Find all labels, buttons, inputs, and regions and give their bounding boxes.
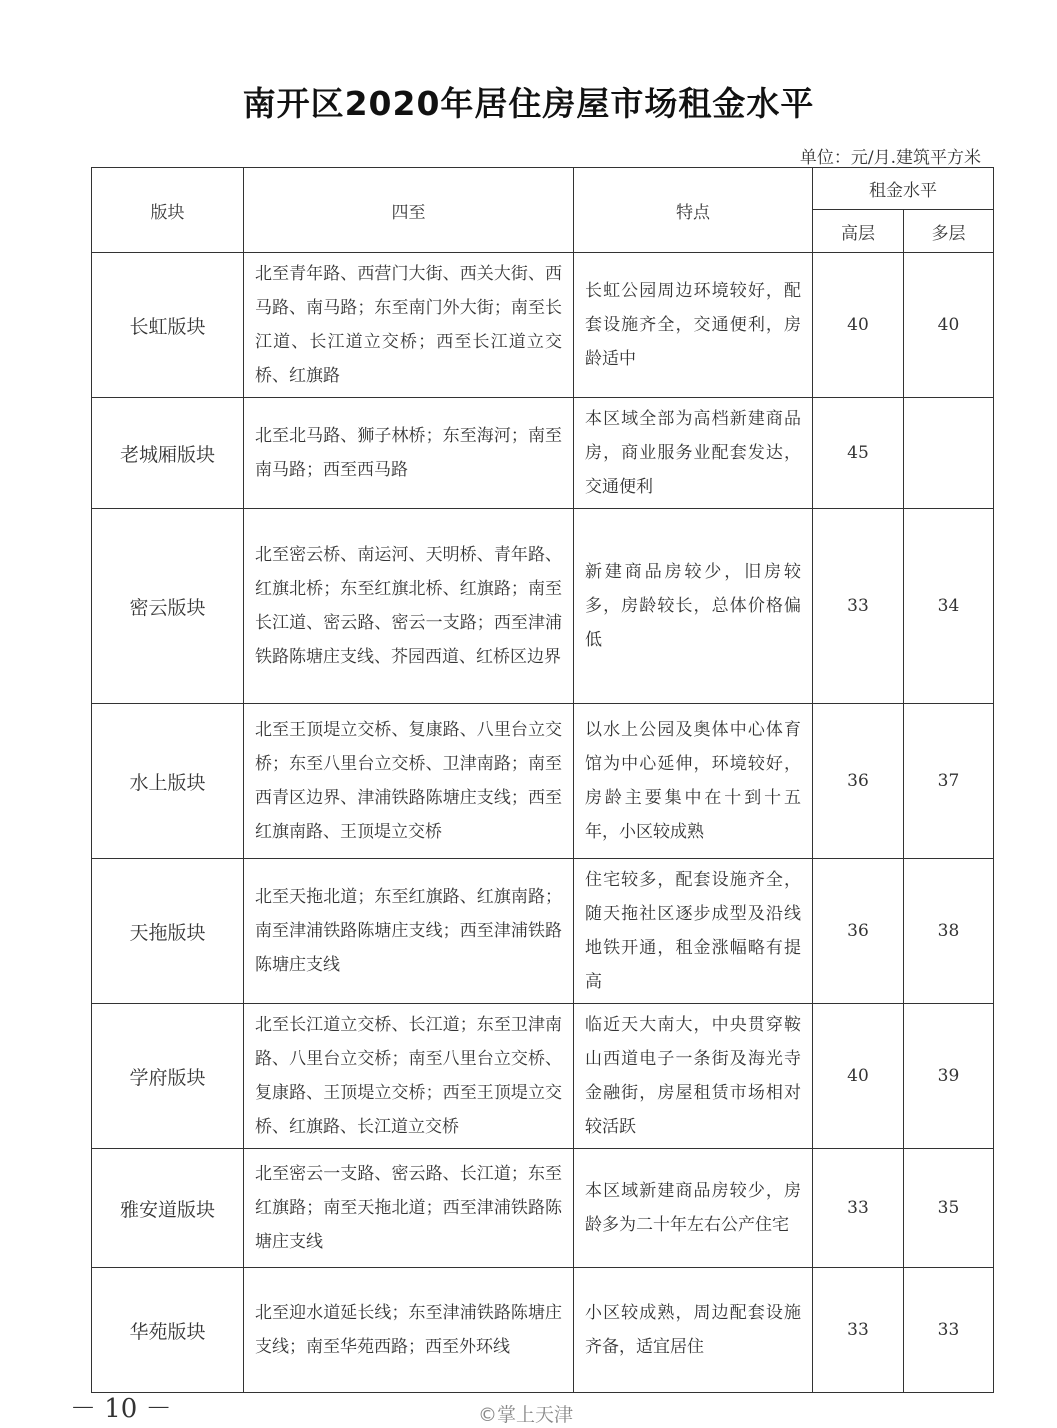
table-row — [92, 509, 994, 704]
cell-features: 本区域全部为高档新建商品房，商业服务业配套发达，交通便利 — [574, 398, 813, 509]
cell-features: 长虹公园周边环境较好，配套设施齐全，交通便利，房龄适中 — [574, 253, 813, 398]
table-row — [92, 1149, 994, 1268]
cell-features: 以水上公园及奥体中心体育馆为中心延伸，环境较好，房龄主要集中在十到十五年，小区较成熟 — [574, 704, 813, 859]
cell-block: 密云版块 — [92, 509, 244, 704]
table-row — [92, 704, 994, 859]
cell-block: 老城厢版块 — [92, 398, 244, 509]
cell-multi-story: 40 — [904, 253, 994, 398]
header-features: 特点 — [574, 168, 813, 253]
cell-high-rise: 40 — [813, 1004, 904, 1149]
cell-high-rise: 40 — [813, 253, 904, 398]
table-row — [92, 253, 994, 398]
cell-block: 雅安道版块 — [92, 1149, 244, 1268]
cell-block: 天拖版块 — [92, 859, 244, 1004]
cell-boundaries: 北至天拖北道；东至红旗路、红旗南路；南至津浦铁路陈塘庄支线；西至津浦铁路陈塘庄支线 — [244, 859, 574, 1004]
cell-boundaries: 北至青年路、西营门大街、西关大街、西马路、南马路；东至南门外大街；南至长江道、长江道立交桥；西至长江道立交桥、红旗路 — [244, 253, 574, 398]
cell-multi-story: 34 — [904, 509, 994, 704]
cell-multi-story: 37 — [904, 704, 994, 859]
page-number: － 10 － — [70, 1394, 172, 1424]
cell-boundaries: 北至迎水道延长线；东至津浦铁路陈塘庄支线；南至华苑西路；西至外环线 — [244, 1268, 574, 1393]
header-high-rise: 高层 — [813, 210, 904, 253]
header-boundaries: 四至 — [244, 168, 574, 253]
cell-block: 长虹版块 — [92, 253, 244, 398]
rent-table — [91, 167, 994, 1393]
cell-features: 本区域新建商品房较少，房龄多为二十年左右公产住宅 — [574, 1149, 813, 1268]
cell-boundaries: 北至王顶堤立交桥、复康路、八里台立交桥；东至八里台立交桥、卫津南路；南至西青区边界、津浦铁路陈塘庄支线；西至红旗南路、王顶堤立交桥 — [244, 704, 574, 859]
cell-high-rise: 36 — [813, 704, 904, 859]
table-row — [92, 859, 994, 1004]
cell-boundaries: 北至密云桥、南运河、天明桥、青年路、红旗北桥；东至红旗北桥、红旗路；南至长江道、密云路、密云一支路；西至津浦铁路陈塘庄支线、芥园西道、红桥区边界 — [244, 509, 574, 704]
watermark: ©掌上天津 — [478, 1404, 574, 1426]
cell-high-rise: 33 — [813, 509, 904, 704]
header-rent-level: 租金水平 — [813, 168, 994, 210]
cell-features: 临近天大南大，中央贯穿鞍山西道电子一条街及海光寺金融街，房屋租赁市场相对较活跃 — [574, 1004, 813, 1149]
cell-features: 小区较成熟，周边配套设施齐备，适宜居住 — [574, 1268, 813, 1393]
table-row — [92, 1268, 994, 1393]
cell-block: 水上版块 — [92, 704, 244, 859]
cell-high-rise: 33 — [813, 1268, 904, 1393]
table-row — [92, 1004, 994, 1149]
cell-multi-story: 38 — [904, 859, 994, 1004]
cell-features: 新建商品房较少，旧房较多，房龄较长，总体价格偏低 — [574, 509, 813, 704]
header-block: 版块 — [92, 168, 244, 253]
cell-block: 华苑版块 — [92, 1268, 244, 1393]
cell-high-rise: 33 — [813, 1149, 904, 1268]
cell-block: 学府版块 — [92, 1004, 244, 1149]
cell-multi-story: 39 — [904, 1004, 994, 1149]
cell-multi-story: 33 — [904, 1268, 994, 1393]
cell-boundaries: 北至长江道立交桥、长江道；东至卫津南路、八里台立交桥；南至八里台立交桥、复康路、王顶堤立交桥；西至王顶堤立交桥、红旗路、长江道立交桥 — [244, 1004, 574, 1149]
unit-label: 单位：元/月.建筑平方米 — [799, 148, 981, 168]
cell-boundaries: 北至北马路、狮子林桥；东至海河；南至南马路；西至西马路 — [244, 398, 574, 509]
cell-multi-story — [904, 398, 994, 509]
header-multi-story: 多层 — [904, 210, 994, 253]
cell-boundaries: 北至密云一支路、密云路、长江道；东至红旗路；南至天拖北道；西至津浦铁路陈塘庄支线 — [244, 1149, 574, 1268]
cell-high-rise: 36 — [813, 859, 904, 1004]
table-row — [92, 398, 994, 509]
cell-features: 住宅较多，配套设施齐全，随天拖社区逐步成型及沿线地铁开通，租金涨幅略有提高 — [574, 859, 813, 1004]
page-title: 南开区2020年居住房屋市场租金水平 — [242, 84, 815, 123]
cell-high-rise: 45 — [813, 398, 904, 509]
cell-multi-story: 35 — [904, 1149, 994, 1268]
